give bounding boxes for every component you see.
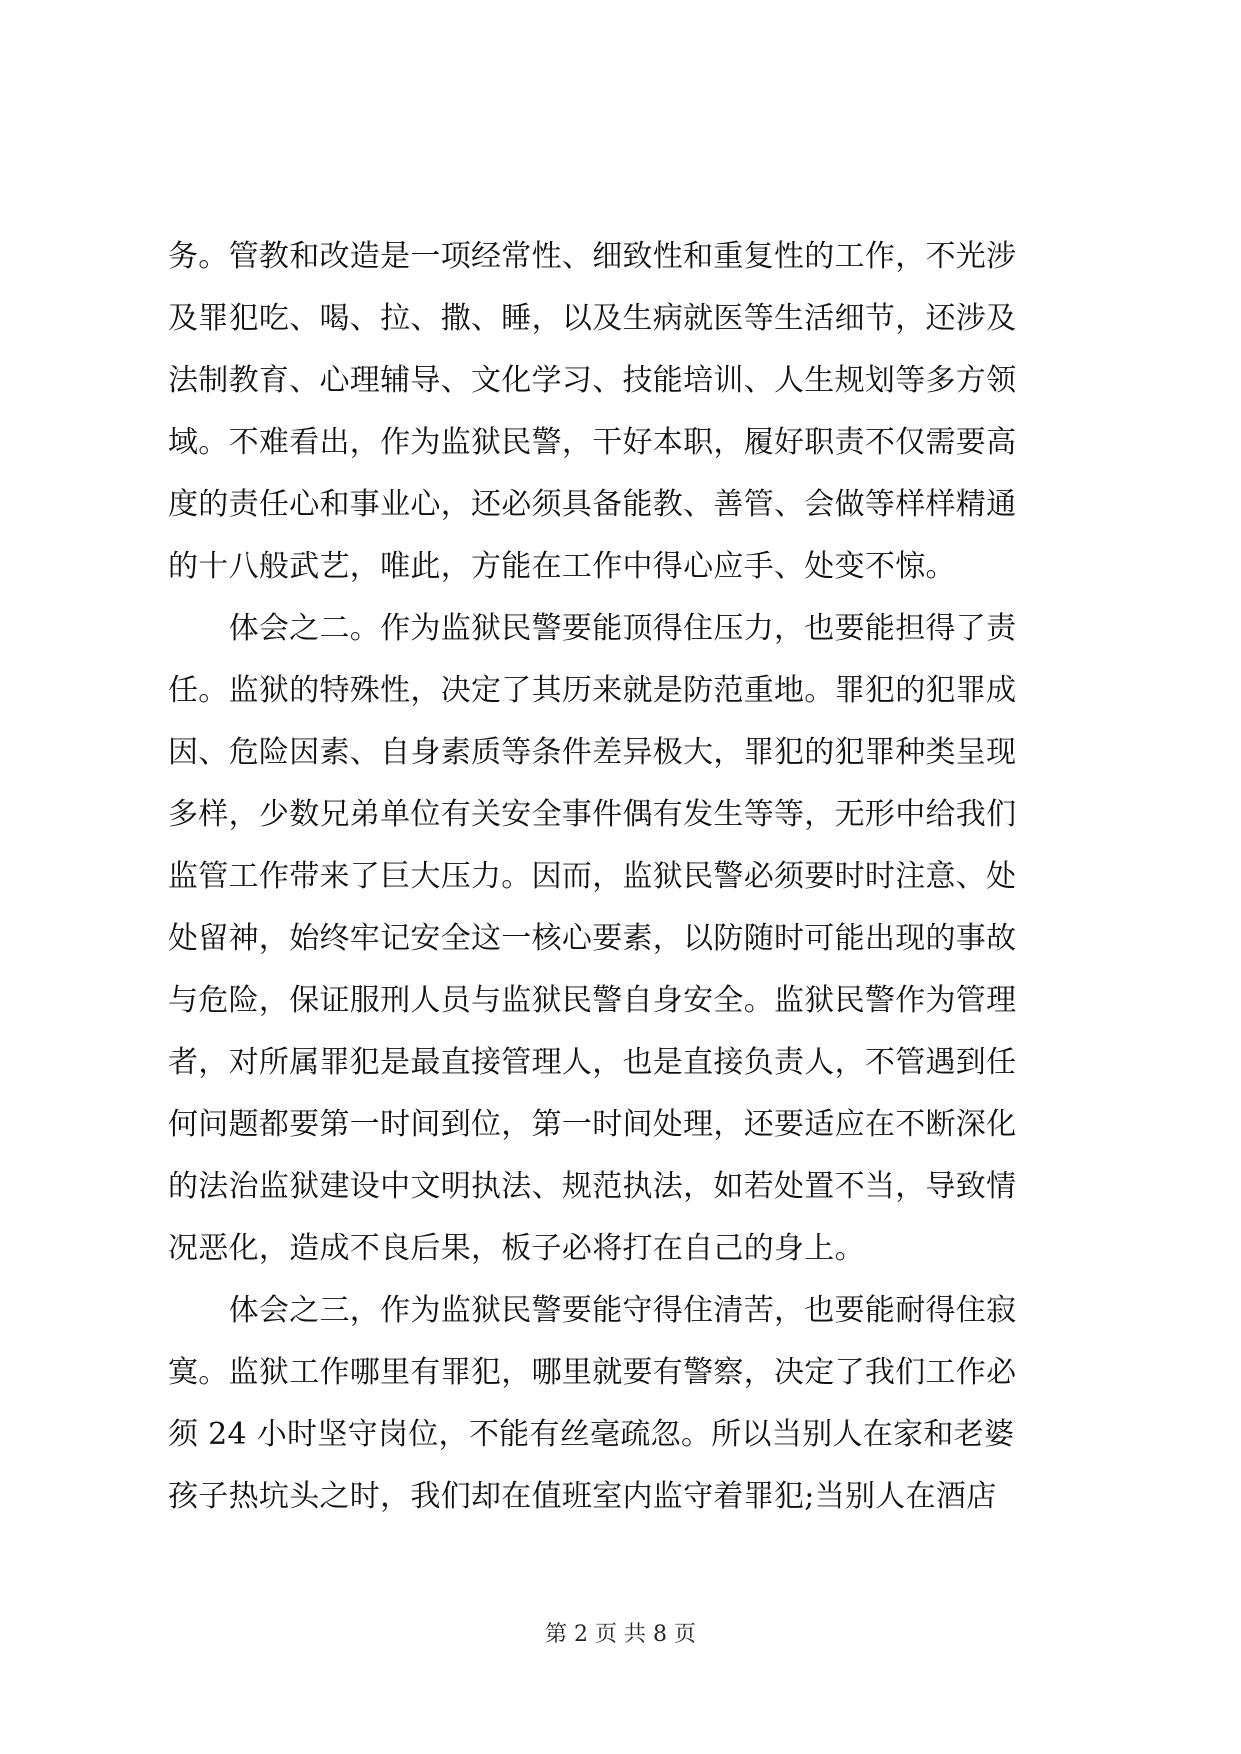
text-line: 处留神，始终牢记安全这一核心要素，以防随时可能出现的事故 bbox=[168, 921, 1017, 956]
text-line: 务。管教和改造是一项经常性、细致性和重复性的工作，不光涉 bbox=[168, 239, 1017, 274]
text-line: 的法治监狱建设中文明执法、规范执法，如若处置不当，导致情 bbox=[168, 1169, 1017, 1204]
text-line: 寞。监狱工作哪里有罪犯，哪里就要有警察，决定了我们工作必 bbox=[168, 1355, 1017, 1390]
text-line: 的十八般武艺，唯此，方能在工作中得心应手、处变不惊。 bbox=[168, 549, 956, 584]
text-line: 与危险，保证服刑人员与监狱民警自身安全。监狱民警作为管理 bbox=[168, 983, 1017, 1018]
text-line: 须 24 小时坚守岗位，不能有丝毫疏忽。所以当别人在家和老婆 bbox=[168, 1417, 1015, 1452]
page-number-footer: 第 2 页 共 8 页 bbox=[545, 1622, 696, 1647]
text-line: 何问题都要第一时间到位，第一时间处理，还要适应在不断深化 bbox=[168, 1107, 1017, 1142]
text-line: 孩子热坑头之时，我们却在值班室内监守着罪犯;当别人在酒店 bbox=[168, 1479, 997, 1514]
text-line: 法制教育、心理辅导、文化学习、技能培训、人生规划等多方领 bbox=[168, 363, 1017, 398]
text-line: 及罪犯吃、喝、拉、撒、睡，以及生病就医等生活细节，还涉及 bbox=[168, 301, 1017, 336]
text-line: 度的责任心和事业心，还必须具备能教、善管、会做等样样精通 bbox=[168, 487, 1017, 522]
text-line: 多样，少数兄弟单位有关安全事件偶有发生等等，无形中给我们 bbox=[168, 797, 1017, 832]
text-line: 体会之三，作为监狱民警要能守得住清苦，也要能耐得住寂 bbox=[168, 1293, 1017, 1328]
text-line: 任。监狱的特殊性，决定了其历来就是防范重地。罪犯的犯罪成 bbox=[168, 673, 1017, 708]
document-body bbox=[168, 226, 1080, 1528]
text-line: 监管工作带来了巨大压力。因而，监狱民警必须要时时注意、处 bbox=[168, 859, 1017, 894]
text-line: 因、危险因素、自身素质等条件差异极大，罪犯的犯罪种类呈现 bbox=[168, 735, 1017, 770]
text-line: 体会之二。作为监狱民警要能顶得住压力，也要能担得了责 bbox=[168, 611, 1017, 646]
text-line: 域。不难看出，作为监狱民警，干好本职，履好职责不仅需要高 bbox=[168, 425, 1017, 460]
text-line: 者，对所属罪犯是最直接管理人，也是直接负责人，不管遇到任 bbox=[168, 1045, 1017, 1080]
text-line: 况恶化，造成不良后果，板子必将打在自己的身上。 bbox=[168, 1231, 865, 1266]
